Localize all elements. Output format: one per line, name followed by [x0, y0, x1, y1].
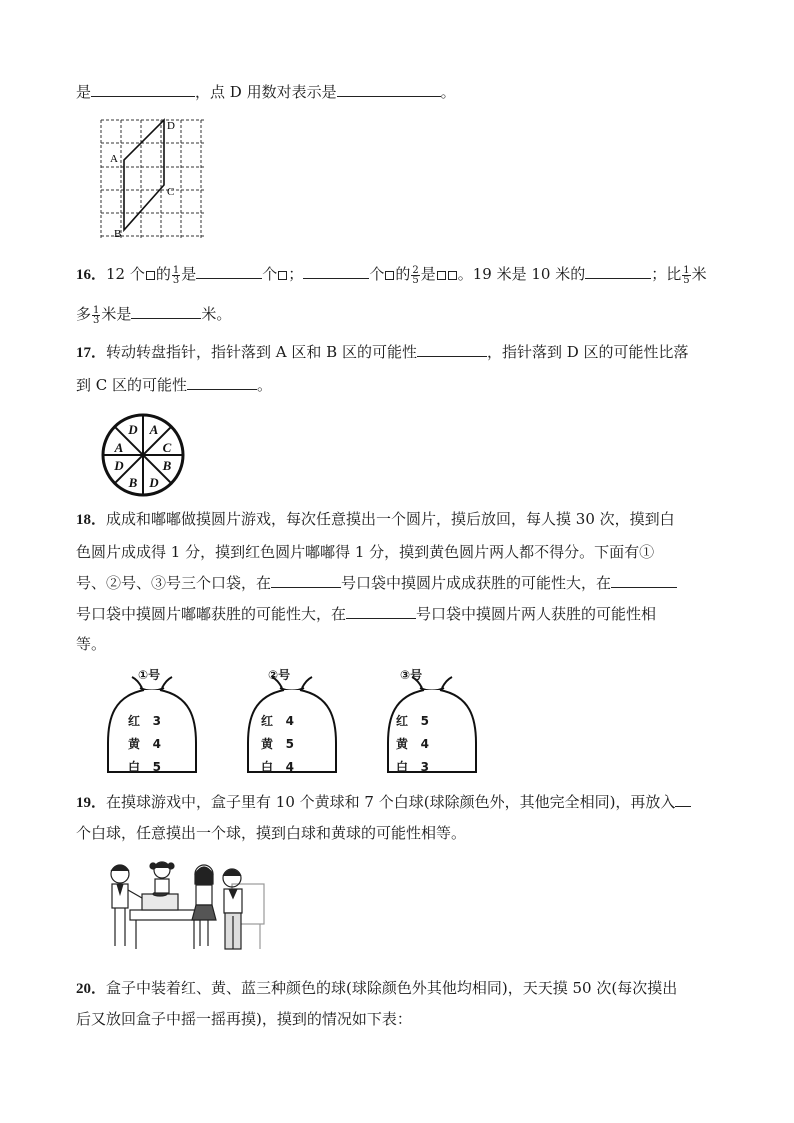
grid-label-d: D — [167, 120, 175, 132]
q16-line1 — [76, 262, 707, 286]
answer-blank[interactable] — [337, 80, 441, 97]
spinner-label: D — [149, 475, 159, 490]
q18-line4 — [76, 602, 656, 625]
answer-blank[interactable] — [585, 262, 651, 279]
q20-text: 后又放回盒子中摇一摇再摸)，摸到的情况如下表： — [76, 1010, 412, 1028]
q18-line1 — [76, 508, 675, 531]
bag-row: 红 4 — [261, 714, 294, 728]
bag-label: ③号 — [400, 668, 423, 682]
q18-line5 — [76, 633, 106, 655]
fraction: $\frac{2}{5}$ — [412, 264, 419, 286]
q18-line3 — [76, 571, 677, 594]
q16-text: 个 — [369, 265, 385, 283]
grid-label-a: A — [110, 153, 118, 165]
square-icon — [448, 271, 457, 280]
bag-row: 白 3 — [396, 760, 429, 774]
q17-line2 — [76, 373, 272, 396]
bag-row: 红 5 — [396, 714, 429, 728]
q16-text: 的 — [395, 265, 411, 283]
q20-line2 — [76, 1008, 412, 1030]
q15-text: ，点 D 用数对表示是 — [195, 83, 337, 101]
q18-text: 号口袋中摸圆片两人获胜的可能性相 — [416, 605, 657, 623]
q16-text: 的 — [155, 265, 171, 283]
spinner-label: B — [128, 475, 138, 490]
answer-blank[interactable] — [131, 302, 201, 319]
q17-text: 到 C 区的可能性 — [76, 376, 188, 394]
bag-row: 黄 5 — [261, 737, 294, 751]
bag-row: 黄 4 — [128, 737, 161, 751]
q19-text: 个白球，任意摸出一个球，摸到白球和黄球的可能性相等。 — [76, 824, 467, 842]
square-icon — [437, 271, 446, 280]
square-icon — [146, 271, 155, 280]
spinner-figure — [100, 412, 186, 498]
q15-tail-line — [76, 80, 456, 103]
answer-blank[interactable] — [417, 340, 487, 357]
q16-text: 米 — [691, 265, 707, 283]
answer-blank[interactable] — [303, 262, 369, 279]
bag-1 — [104, 668, 200, 778]
q19-line2 — [76, 822, 466, 844]
q17-text: 转动转盘指针，指针落到 A 区和 B 区的可能性 — [106, 343, 417, 361]
q16-text: 是 — [181, 265, 197, 283]
spinner-label: A — [149, 422, 159, 437]
q18-text: 等。 — [76, 635, 107, 653]
spinner-label: D — [128, 422, 138, 437]
question-number: 19． — [76, 795, 107, 811]
square-icon — [385, 271, 394, 280]
q18-text: 号、②号、③号三个口袋，在 — [76, 574, 272, 592]
fraction: $\frac{1}{5}$ — [683, 264, 690, 286]
q18-line2 — [76, 541, 654, 563]
bag-3 — [384, 668, 480, 778]
q19-text: 在摸球游戏中，盒子里有 10 个黄球和 7 个白球(球除颜色外，其他完全相同)，再放入 — [106, 793, 676, 811]
spinner-label: C — [162, 440, 172, 455]
spinner-label: D — [114, 458, 124, 473]
answer-blank[interactable] — [346, 602, 416, 619]
q18-text: 号口袋中摸圆片嘟嘟获胜的可能性大，在 — [76, 605, 347, 623]
q18-text: 色圆片成成得 1 分，摸到红色圆片嘟嘟得 1 分，摸到黄色圆片两人都不得分。下面有① — [76, 543, 655, 561]
bag-2 — [244, 668, 340, 778]
q16-text: 是 — [420, 265, 436, 283]
q15-text: 。 — [440, 83, 456, 101]
answer-blank[interactable] — [675, 790, 691, 807]
q16-text: ；比 — [651, 265, 682, 283]
q18-text: 号口袋中摸圆片成成获胜的可能性大，在 — [341, 574, 612, 592]
fraction: $\frac{1}{3}$ — [93, 304, 100, 326]
q18-text: 成成和嘟嘟做摸圆片游戏，每次任意摸出一个圆片，摸后放回，每人摸 30 次，摸到白 — [106, 510, 675, 528]
coordinate-grid-figure — [96, 115, 212, 241]
question-number: 20． — [76, 981, 107, 997]
q16-text: 个 — [262, 265, 278, 283]
q17-text: 。 — [257, 376, 273, 394]
q15-text: 是 — [76, 83, 92, 101]
q16-text: 12 个 — [106, 265, 145, 283]
q16-text: 米。 — [201, 305, 232, 323]
q19-line1 — [76, 790, 691, 814]
q16-text: 多 — [76, 305, 92, 323]
answer-blank[interactable] — [196, 262, 262, 279]
square-icon — [278, 271, 287, 280]
bag-row: 红 3 — [128, 714, 161, 728]
q17-text: ，指针落到 D 区的可能性比落 — [486, 343, 689, 361]
question-number: 16． — [76, 267, 107, 283]
q17-line1 — [76, 340, 689, 364]
q16-text: ； — [288, 265, 304, 283]
grid-label-c: C — [167, 186, 175, 198]
bag-label: ①号 — [138, 668, 161, 682]
bag-row: 白 4 — [261, 760, 294, 774]
bag-label: ②号 — [268, 668, 291, 682]
answer-blank[interactable] — [611, 571, 677, 588]
spinner-label: A — [114, 440, 124, 455]
answer-blank[interactable] — [91, 80, 195, 97]
bag-row: 白 5 — [128, 760, 161, 774]
q16-text: 。19 米是 10 米的 — [457, 265, 586, 283]
q20-line1 — [76, 977, 677, 1000]
spinner-label: B — [162, 458, 172, 473]
q16-line2 — [76, 302, 231, 325]
children-illustration — [100, 854, 266, 954]
fraction: $\frac{1}{3}$ — [172, 264, 180, 286]
question-number: 18． — [76, 512, 107, 528]
q16-text: 米是 — [101, 305, 132, 323]
q20-text: 盒子中装着红、黄、蓝三种颜色的球(球除颜色外其他均相同)，天天摸 50 次(每次摸出 — [106, 979, 678, 997]
question-number: 17． — [76, 345, 107, 361]
answer-blank[interactable] — [271, 571, 341, 588]
grid-label-b: B — [114, 228, 122, 240]
bag-row: 黄 4 — [396, 737, 429, 751]
answer-blank[interactable] — [187, 373, 257, 390]
